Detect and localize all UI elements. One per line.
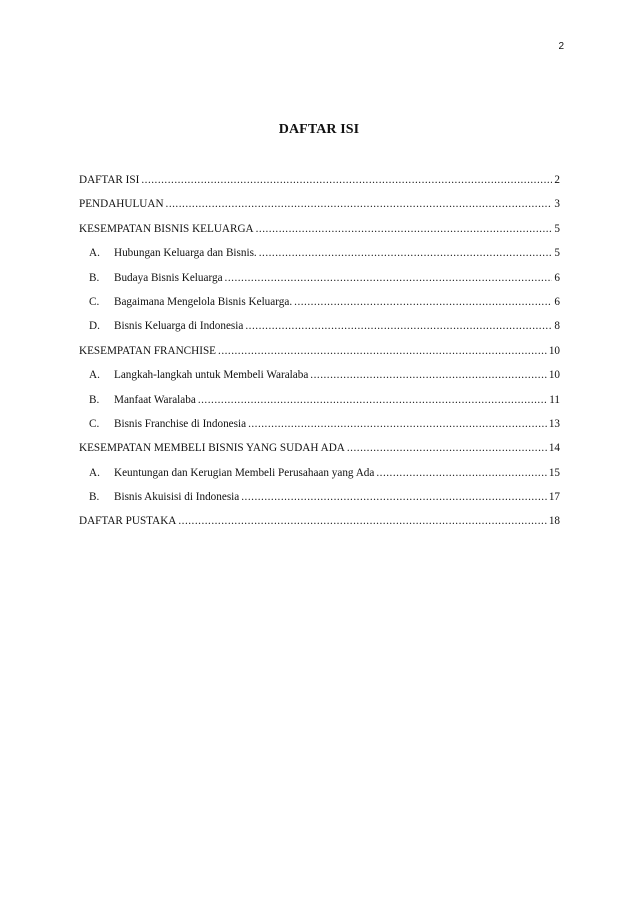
- toc-entry-text: Bisnis Franchise di Indonesia: [114, 417, 247, 430]
- toc-entry-letter: A.: [89, 247, 100, 260]
- toc-dot-leader: [347, 441, 547, 455]
- toc-entry-page: 10: [548, 344, 560, 357]
- toc-dot-leader: [245, 319, 552, 333]
- toc-subentry[interactable]: [79, 295, 560, 319]
- toc-entry-text: Bagaimana Mengelola Bisnis Keluarga.: [114, 295, 293, 308]
- toc-entry-text: Bisnis Keluarga di Indonesia: [114, 320, 244, 333]
- toc-entry-text: DAFTAR PUSTAKA: [79, 515, 177, 528]
- toc-entry-page: 6: [554, 271, 560, 284]
- toc-entry[interactable]: [79, 344, 560, 368]
- toc-dot-leader: [225, 271, 553, 285]
- toc-entry-text: Budaya Bisnis Keluarga: [114, 271, 223, 284]
- toc-entry-letter: B.: [89, 393, 100, 406]
- toc-entry[interactable]: [79, 514, 560, 538]
- toc-entry-letter: A.: [89, 369, 100, 382]
- toc-entry-text: Manfaat Waralaba: [114, 393, 196, 406]
- toc-entry-page: 13: [548, 417, 560, 430]
- toc-dot-leader: [141, 173, 552, 187]
- toc-dot-leader: [256, 222, 553, 236]
- toc-entry-page: 6: [554, 295, 560, 308]
- toc-entry-text: Keuntungan dan Kerugian Membeli Perusahaan yang Ada: [114, 466, 375, 479]
- toc-dot-leader: [198, 393, 547, 407]
- toc-entry-page: 5: [554, 247, 560, 260]
- toc-entry-page: 14: [548, 442, 560, 455]
- toc-entry[interactable]: [79, 173, 560, 197]
- toc-entry-page: 11: [549, 393, 560, 406]
- toc-subentry[interactable]: [79, 417, 560, 441]
- toc-entry[interactable]: [79, 441, 560, 465]
- toc-entry[interactable]: [79, 197, 560, 221]
- toc-entry-page: 17: [548, 491, 560, 504]
- toc-entry-letter: C.: [89, 295, 100, 308]
- toc-entry-page: 18: [548, 515, 560, 528]
- toc-subentry[interactable]: [79, 393, 560, 417]
- toc-dot-leader: [376, 466, 546, 480]
- toc-entry-page: 2: [554, 174, 560, 186]
- toc-entry-page: 10: [548, 369, 560, 382]
- toc-list: [79, 173, 560, 539]
- toc-entry-letter: D.: [89, 320, 100, 333]
- toc-entry-text: Bisnis Akuisisi di Indonesia: [114, 491, 240, 504]
- toc-entry-text: Hubungan Keluarga dan Bisnis.: [114, 247, 257, 260]
- toc-entry-text: DAFTAR ISI: [79, 174, 140, 186]
- page-number: 2: [558, 41, 564, 52]
- toc-subentry[interactable]: [79, 368, 560, 392]
- toc-entry-text: KESEMPATAN BISNIS KELUARGA: [79, 222, 254, 235]
- toc-entry-page: 8: [554, 320, 560, 333]
- toc-entry[interactable]: [79, 222, 560, 246]
- toc-dot-leader: [310, 368, 547, 382]
- toc-dot-leader: [248, 417, 547, 431]
- toc-entry-page: 5: [554, 222, 560, 235]
- toc-entry-text: Langkah-langkah untuk Membeli Waralaba: [114, 369, 309, 382]
- toc-dot-leader: [218, 344, 547, 358]
- toc-subentry[interactable]: [79, 246, 560, 270]
- toc-dot-leader: [241, 490, 547, 504]
- toc-dot-leader: [178, 514, 546, 528]
- toc-entry-text: KESEMPATAN FRANCHISE: [79, 344, 217, 357]
- toc-subentry[interactable]: [79, 319, 560, 343]
- toc-entry-letter: B.: [89, 271, 100, 284]
- toc-entry-letter: B.: [89, 491, 100, 504]
- toc-entry-text: PENDAHULUAN: [79, 198, 164, 211]
- toc-subentry[interactable]: [79, 271, 560, 295]
- toc-entry-page: 15: [548, 466, 560, 479]
- toc-subentry[interactable]: [79, 490, 560, 514]
- toc-entry-letter: C.: [89, 417, 100, 430]
- toc-entry-letter: A.: [89, 466, 100, 479]
- toc-title: DAFTAR ISI: [278, 122, 360, 137]
- toc-dot-leader: [166, 197, 553, 211]
- toc-dot-leader: [259, 246, 553, 260]
- toc-entry-text: KESEMPATAN MEMBELI BISNIS YANG SUDAH ADA: [79, 442, 345, 455]
- toc-dot-leader: [294, 295, 552, 309]
- toc-entry-page: 3: [554, 198, 560, 211]
- toc-subentry[interactable]: [79, 466, 560, 490]
